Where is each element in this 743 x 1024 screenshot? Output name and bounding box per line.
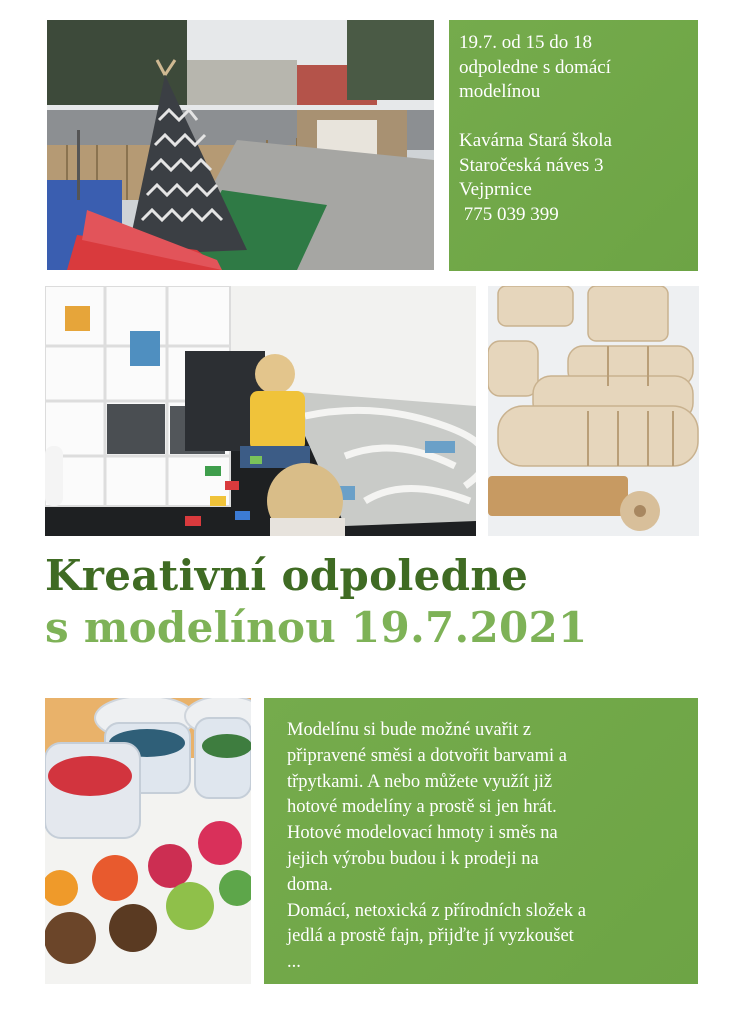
venue-town: Vejprnice (459, 179, 532, 200)
venue-name: Kavárna Stará škola (459, 130, 612, 151)
description-line: připravené směsi a dotvořit barvami a (287, 745, 567, 766)
event-time-line: odpoledne s domácí (459, 56, 611, 78)
description-line: Hotové modelovací hmoty i směs na (287, 823, 558, 844)
event-topic-line: modelínou (459, 81, 541, 102)
description-line: jejich výrobu budou i k prodeji na (287, 848, 539, 869)
event-info-box (449, 20, 698, 271)
wooden-toys-photo (488, 286, 699, 536)
description-box (264, 698, 698, 984)
playdough-photo (45, 698, 251, 984)
description-line: ... (287, 952, 301, 973)
headline-line-1: Kreativní odpoledne (45, 551, 529, 600)
description-line: Domácí, netoxická z přírodních složek a (287, 900, 586, 921)
garden-teepee-photo (47, 20, 434, 270)
headline-line-2: s modelínou 19.7.2021 (45, 603, 588, 652)
description-line: Modelínu si bude možné uvařit z (287, 720, 532, 740)
event-date-line: 19.7. od 15 do 18 (459, 32, 592, 53)
children-playroom-photo (45, 286, 476, 536)
description-line: hotové modelíny a prostě si jen hrát. (287, 797, 557, 818)
venue-street: Staročeská náves 3 (459, 154, 604, 176)
description-line: doma. (287, 874, 333, 895)
event-headline (45, 550, 725, 654)
description-line: třpytkami. A nebo můžete využít již (287, 771, 553, 792)
venue-phone: 775 039 399 (459, 203, 559, 225)
description-line: jedlá a prostě fajn, přijďte jí vyzkoušet (287, 926, 574, 947)
